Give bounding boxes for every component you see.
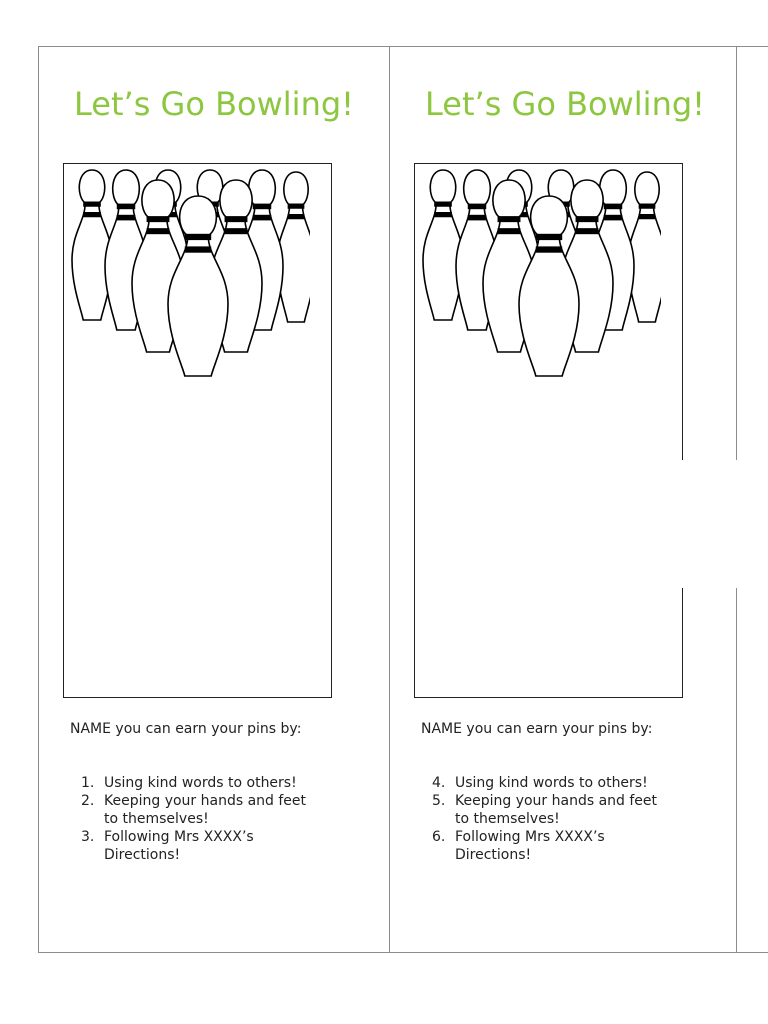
- rule-text: Following Mrs XXXX’s Directions!: [104, 829, 254, 863]
- rules-list: [421, 774, 661, 864]
- bowling-pin: [277, 172, 310, 322]
- rule-item: [70, 774, 310, 792]
- card-title: Let’s Go Bowling!: [425, 85, 705, 123]
- rule-text: Using kind words to others!: [104, 775, 297, 791]
- bowling-pins-icon: [70, 166, 310, 378]
- bowling-card-1: [39, 47, 389, 953]
- rule-item: [70, 792, 310, 828]
- rule-number: 1.: [81, 775, 95, 791]
- bowling-pin: [628, 172, 661, 322]
- rule-text: Keeping your hands and feet to themselves!: [455, 793, 658, 827]
- rule-item: [421, 774, 661, 792]
- rule-text: Keeping your hands and feet to themselves!: [104, 793, 307, 827]
- border-gap: [682, 460, 742, 588]
- picture-frame: [63, 163, 332, 698]
- bowling-pins-icon: [421, 166, 661, 378]
- rule-number: 4.: [432, 775, 446, 791]
- rule-text: Following Mrs XXXX’s Directions!: [455, 829, 605, 863]
- rules-list: [70, 774, 310, 864]
- bowling-pin: [423, 170, 463, 320]
- picture-frame: [414, 163, 683, 698]
- rule-number: 5.: [432, 793, 446, 809]
- card-title: Let’s Go Bowling!: [74, 85, 354, 123]
- rule-item: [421, 792, 661, 828]
- rule-number: 3.: [81, 829, 95, 845]
- rule-number: 6.: [432, 829, 446, 845]
- intro-text: NAME you can earn your pins by:: [70, 721, 302, 737]
- rule-item: [421, 828, 661, 864]
- rule-item: [70, 828, 310, 864]
- rule-number: 2.: [81, 793, 95, 809]
- rule-text: Using kind words to others!: [455, 775, 648, 791]
- bowling-pin: [72, 170, 112, 320]
- intro-text: NAME you can earn your pins by:: [421, 721, 653, 737]
